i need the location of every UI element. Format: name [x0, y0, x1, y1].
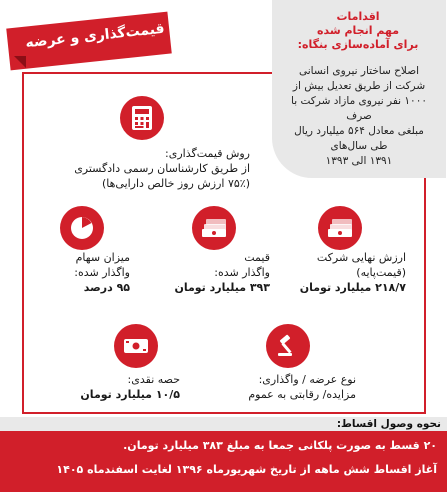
installments-heading-bar	[0, 417, 447, 431]
share-amount-value: ۹۵ درصد	[83, 281, 130, 294]
note-title-line: برای آماده‌سازی بنگاه:	[297, 38, 419, 51]
final-value-block	[296, 250, 406, 295]
note-title	[278, 10, 438, 52]
pricing-method-value: از طریق کارشناسان رسمی دادگستری	[74, 162, 250, 175]
final-value-amount: ۲۱۸/۷ میلیارد تومان	[299, 281, 406, 294]
note-title-line: مهم انجام شده	[316, 24, 400, 37]
price-sub: واگذار شده:	[214, 266, 270, 279]
price-block	[160, 250, 270, 295]
ribbon-fold	[14, 56, 26, 68]
share-amount-sub: واگذار شده:	[74, 266, 130, 279]
money-stack-icon	[318, 206, 362, 250]
pricing-method-note: (۷۵٪ ارزش روز خالص دارایی‌ها)	[101, 177, 250, 190]
offer-type-block	[226, 372, 356, 402]
note-body-line: ۱۰۰۰ نفر نیروی مازاد شرکت با صرف	[291, 95, 427, 122]
price-amount: ۳۹۳ میلیارد تومان	[174, 281, 270, 294]
note-title-line: اقدامات	[336, 10, 380, 23]
ribbon-title: قیمت‌گذاری و عرضه	[24, 20, 166, 52]
cash-share-label: حصه نقدی:	[127, 373, 180, 386]
share-amount-label: میزان سهام	[75, 251, 130, 264]
note-body	[278, 64, 440, 169]
installments-heading: نحوه وصول اقساط:	[336, 418, 441, 430]
pricing-method-block	[60, 146, 250, 191]
cash-icon	[114, 324, 158, 368]
note-body-line: طی سال‌های	[330, 140, 388, 152]
price-label: قیمت	[244, 251, 270, 264]
cash-share-value: ۱۰/۵ میلیارد تومان	[80, 388, 180, 401]
cash-share-block	[70, 372, 180, 402]
final-value-label: ارزش نهایی شرکت	[316, 251, 406, 264]
note-body-line: مبلغی معادل ۵۶۴ میلیارد ریال	[294, 125, 424, 137]
offer-type-label: نوع عرضه / واگذاری:	[258, 373, 356, 386]
money-stack-icon	[192, 206, 236, 250]
pie-chart-icon	[60, 206, 104, 250]
note-body-line: اصلاح ساختار نیروی انسانی	[298, 65, 420, 77]
pricing-method-label: روش قیمت‌گذاری:	[165, 147, 250, 160]
calculator-icon	[120, 96, 164, 140]
offer-type-value: مزایده/ رقابتی به عموم	[248, 388, 356, 401]
note-body-line: ۱۳۹۱ الی ۱۳۹۳	[325, 155, 393, 167]
installments-footer	[0, 431, 447, 492]
installments-line-1: ۲۰ قسط به صورت پلکانی جمعا به مبلغ ۳۸۳ میلیارد تومان.	[123, 439, 437, 452]
installments-line-2: آغاز اقساط شش ماهه از تاریخ شهریورماه ۱۳۹۶ لغایت اسفندماه ۱۴۰۵	[56, 463, 437, 476]
share-amount-block	[30, 250, 130, 295]
final-value-sub: (قیمت‌پایه)	[356, 266, 406, 279]
note-body-line: شرکت از طریق تعدیل بیش از	[292, 80, 426, 92]
auction-gavel-icon	[266, 324, 310, 368]
